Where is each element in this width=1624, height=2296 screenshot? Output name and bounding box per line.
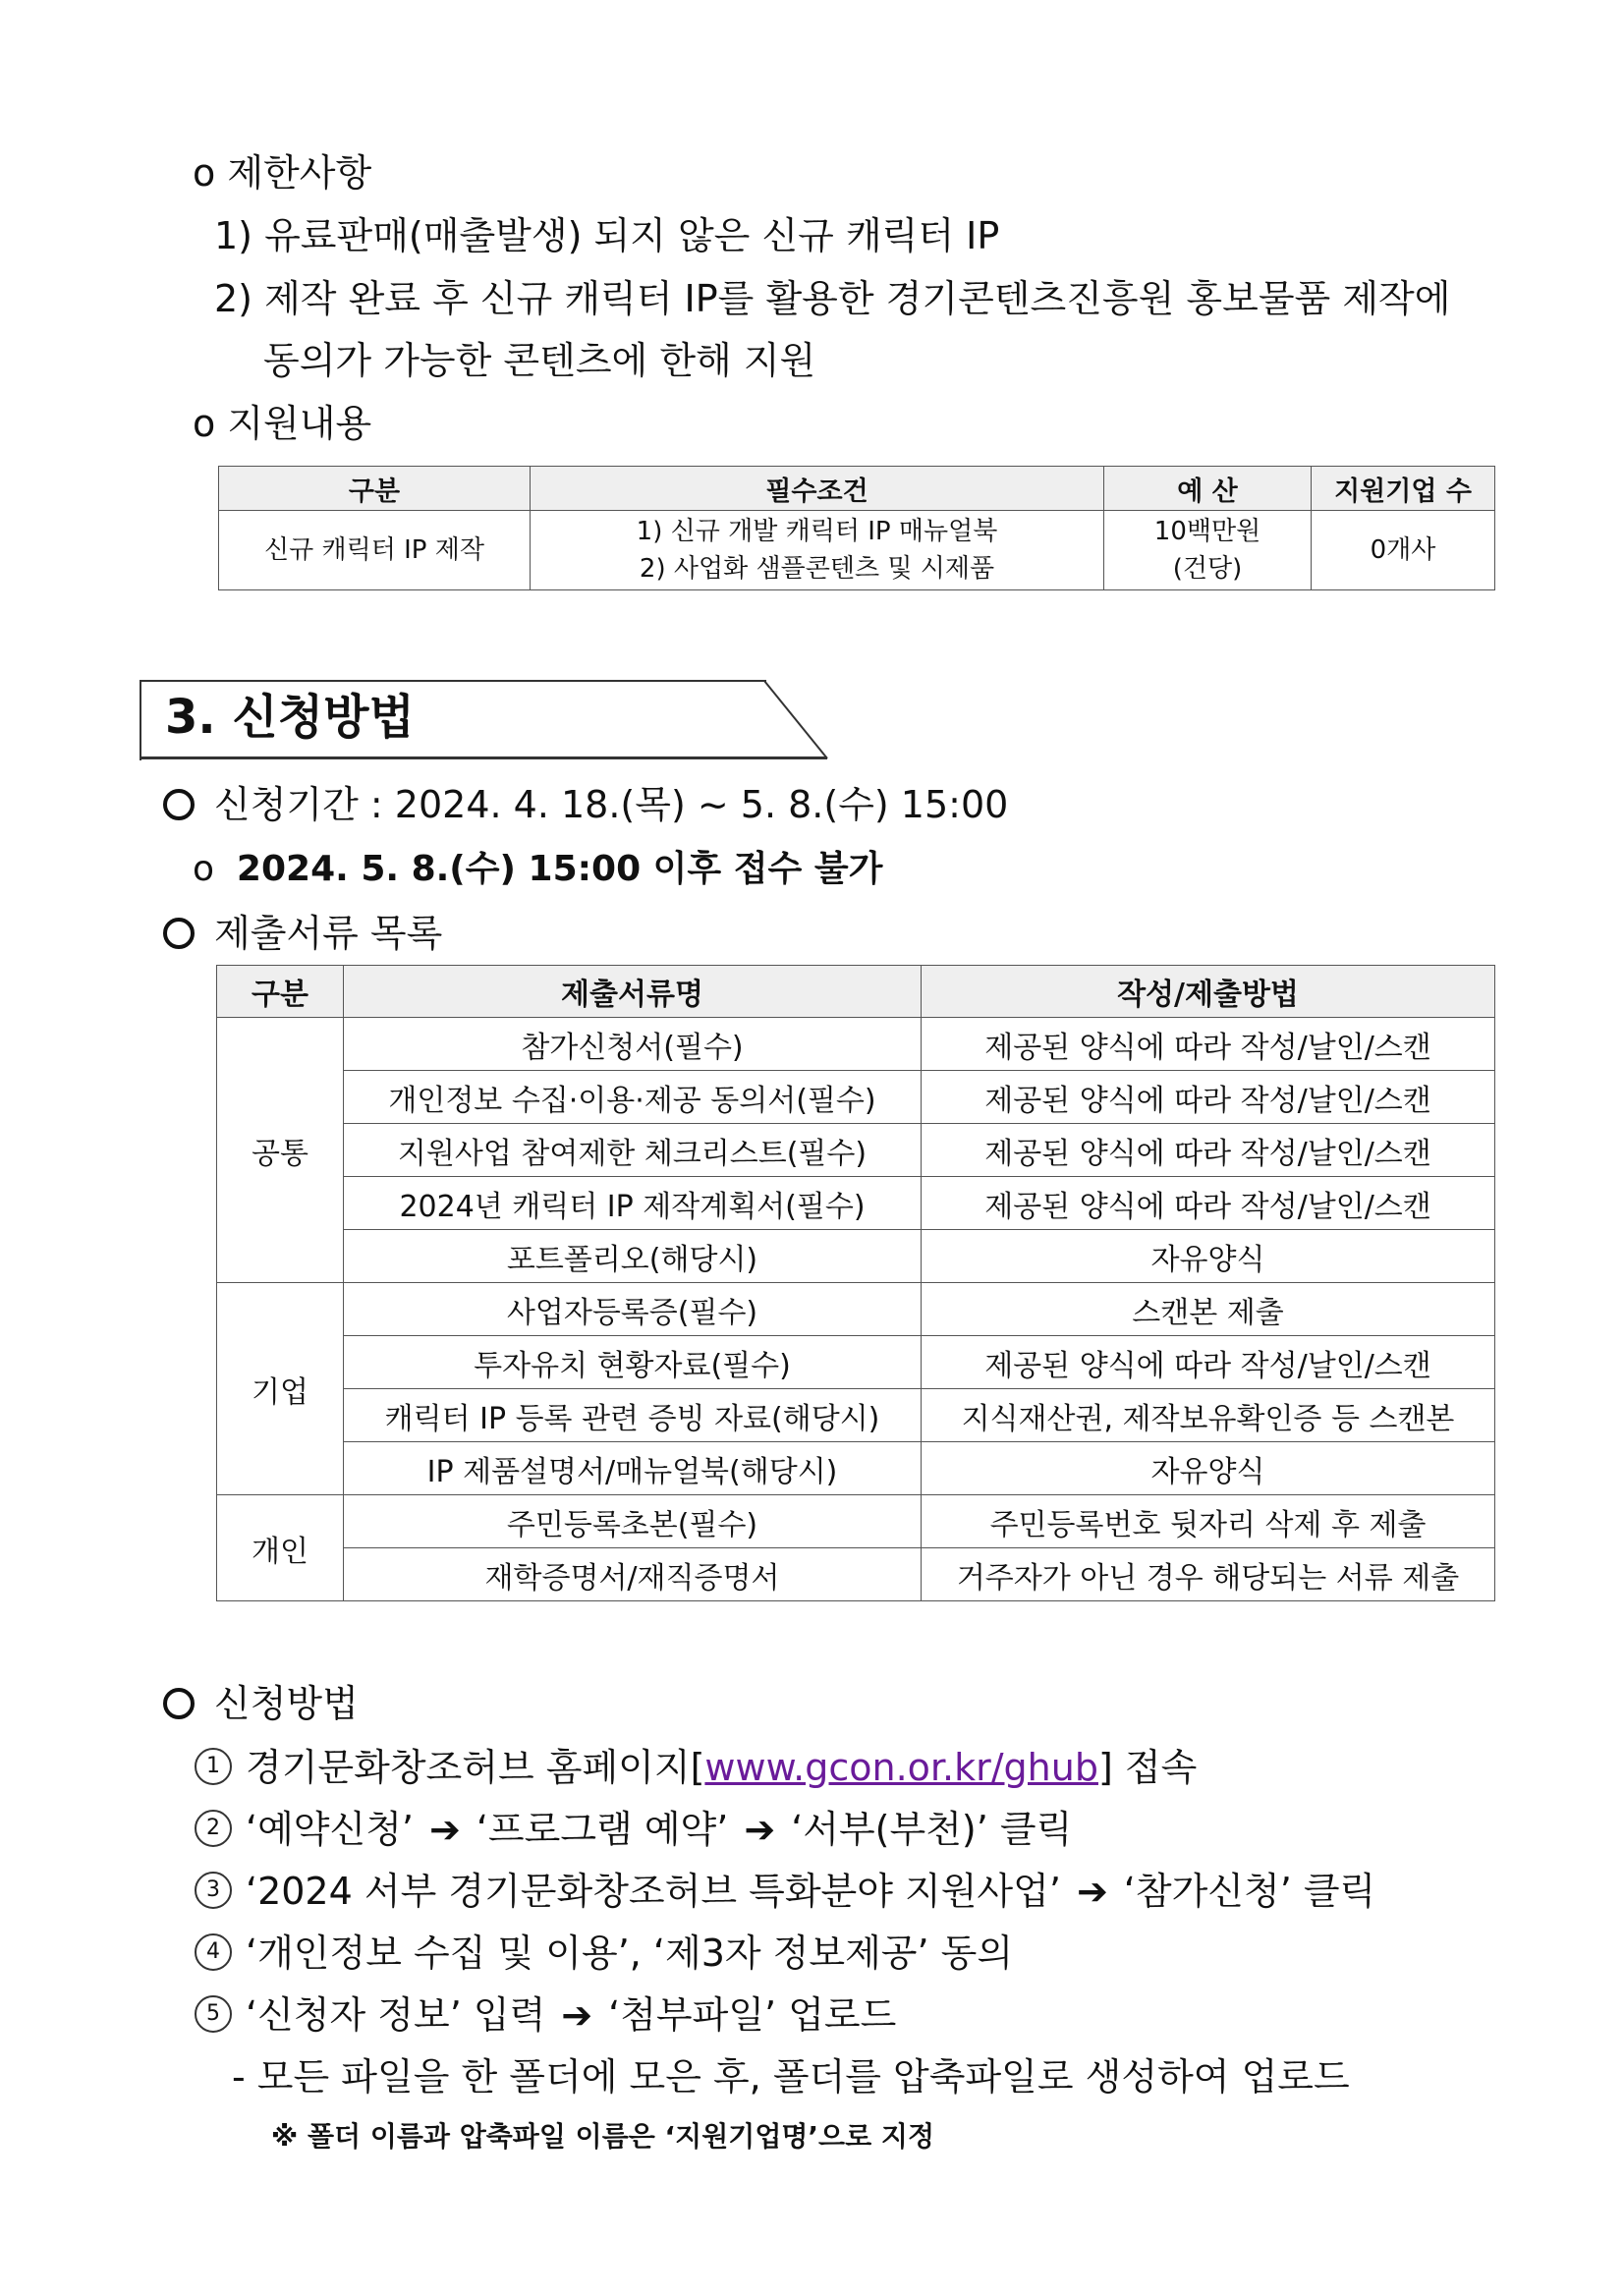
period-label: 신청기간 : 2024. 4. 18.(목) ~ 5. 8.(수) 15:00	[214, 783, 1009, 826]
table-row	[217, 1177, 1495, 1230]
doc-name: 사업자등록증(필수)	[344, 1283, 922, 1336]
table-row	[217, 1495, 1495, 1548]
group-common: 공통	[217, 1018, 344, 1283]
support-condition-cell	[531, 511, 1104, 590]
step-5-part-1: ‘신청자 정보’ 입력	[246, 1993, 546, 2037]
group-company: 기업	[217, 1283, 344, 1495]
method-sub-note: - 모든 파일을 한 폴더에 모은 후, 폴더를 압축파일로 생성하여 업로드	[232, 2055, 1350, 2099]
support-budget-cell	[1104, 511, 1312, 590]
table-row	[217, 1389, 1495, 1442]
support-budget-amount: 10백만원	[1153, 517, 1261, 546]
arrow-right-icon: ➔	[561, 1993, 593, 2037]
step-number-4: 4	[195, 1933, 232, 1971]
period-note-line	[193, 847, 882, 892]
circle-bullet-icon	[163, 918, 195, 949]
doc-method: 거주자가 아닌 경우 해당되는 서류 제출	[922, 1548, 1495, 1601]
doc-method: 스캔본 제출	[922, 1283, 1495, 1336]
step-2-part-2: ‘프로그램 예약’	[476, 1808, 729, 1851]
arrow-right-icon: ➔	[429, 1808, 461, 1851]
method-step-5	[195, 1991, 896, 2039]
step-3-part-2: ‘참가신청’ 클릭	[1123, 1870, 1376, 1913]
doc-name: 재학증명서/재직증명서	[344, 1548, 922, 1601]
section-header-corner	[762, 680, 831, 760]
support-condition-2: 2) 사업화 샘플콘텐츠 및 시제품	[639, 554, 995, 584]
restriction-item-2-cont: 동의가 가능한 콘텐츠에 한해 지원	[263, 339, 816, 382]
doc-name: 투자유치 현황자료(필수)	[344, 1336, 922, 1389]
table-row	[217, 1071, 1495, 1124]
documents-label-line	[163, 910, 442, 957]
circle-bullet-icon	[163, 789, 195, 820]
restriction-item-2: 2) 제작 완료 후 신규 캐릭터 IP를 활용한 경기콘텐츠진흥원 홍보물품 제작에	[214, 277, 1451, 320]
support-header-category: 구분	[219, 467, 531, 511]
table-row	[217, 1283, 1495, 1336]
step-number-1: 1	[195, 1748, 232, 1785]
method-step-3	[195, 1868, 1375, 1915]
step-4-text: ‘개인정보 수집 및 이용’, ‘제3자 정보제공’ 동의	[246, 1932, 1014, 1975]
step-number-3: 3	[195, 1872, 232, 1909]
section-header-underline	[140, 756, 827, 759]
restrictions-heading: o 제한사항	[193, 151, 372, 195]
doc-method: 제공된 양식에 따라 작성/날인/스캔	[922, 1336, 1495, 1389]
table-row	[217, 1230, 1495, 1283]
documents-header-group: 구분	[217, 966, 344, 1018]
doc-method: 제공된 양식에 따라 작성/날인/스캔	[922, 1177, 1495, 1230]
period-line	[163, 781, 1008, 828]
restriction-item-1: 1) 유료판매(매출발생) 되지 않은 신규 캐릭터 IP	[214, 214, 1000, 257]
arrow-right-icon: ➔	[744, 1808, 776, 1851]
support-condition-1: 1) 신규 개발 캐릭터 IP 매뉴얼북	[636, 517, 998, 546]
doc-method: 제공된 양식에 따라 작성/날인/스캔	[922, 1071, 1495, 1124]
section-title: 3. 신청방법	[165, 690, 415, 745]
doc-name: 주민등록초본(필수)	[344, 1495, 922, 1548]
doc-name: 캐릭터 IP 등록 관련 증빙 자료(해당시)	[344, 1389, 922, 1442]
method-step-2	[195, 1806, 1072, 1853]
support-category-cell: 신규 캐릭터 IP 제작	[219, 511, 531, 590]
table-row	[217, 1548, 1495, 1601]
table-row	[217, 1124, 1495, 1177]
step-number-5: 5	[195, 1995, 232, 2033]
documents-table	[216, 965, 1495, 1601]
support-table	[218, 466, 1495, 590]
doc-name: 포트폴리오(해당시)	[344, 1230, 922, 1283]
homepage-link[interactable]: www.gcon.or.kr/ghub	[704, 1746, 1098, 1789]
doc-method: 제공된 양식에 따라 작성/날인/스캔	[922, 1124, 1495, 1177]
doc-name: 개인정보 수집·이용·제공 동의서(필수)	[344, 1071, 922, 1124]
documents-label: 제출서류 목록	[214, 912, 443, 955]
method-label-line	[163, 1680, 359, 1727]
doc-method: 자유양식	[922, 1230, 1495, 1283]
doc-name: IP 제품설명서/매뉴얼북(해당시)	[344, 1442, 922, 1495]
period-note: 2024. 5. 8.(수) 15:00 이후 접수 불가	[236, 849, 883, 889]
table-row	[217, 1018, 1495, 1071]
doc-method: 제공된 양식에 따라 작성/날인/스캔	[922, 1018, 1495, 1071]
step-5-part-2: ‘첨부파일’ 업로드	[608, 1993, 897, 2037]
step-2-part-3: ‘서부(부천)’ 클릭	[791, 1808, 1073, 1851]
support-count-cell: 0개사	[1312, 511, 1495, 590]
support-budget-unit: (건당)	[1172, 554, 1243, 584]
method-label: 신청방법	[214, 1682, 359, 1725]
method-step-4	[195, 1930, 1013, 1977]
doc-method: 지식재산권, 제작보유확인증 등 스캔본	[922, 1389, 1495, 1442]
doc-name: 참가신청서(필수)	[344, 1018, 922, 1071]
table-row	[217, 1442, 1495, 1495]
circle-bullet-icon	[163, 1688, 195, 1719]
step-1-suffix: ] 접속	[1097, 1746, 1198, 1789]
table-row	[217, 1336, 1495, 1389]
doc-method: 자유양식	[922, 1442, 1495, 1495]
doc-method: 주민등록번호 뒷자리 삭제 후 제출	[922, 1495, 1495, 1548]
support-header-count: 지원기업 수	[1312, 467, 1495, 511]
documents-header-name: 제출서류명	[344, 966, 922, 1018]
method-step-1	[195, 1744, 1197, 1791]
arrow-right-icon: ➔	[1076, 1870, 1108, 1913]
step-1-text: 경기문화창조허브 홈페이지[	[246, 1746, 705, 1789]
step-3-part-1: ‘2024 서부 경기문화창조허브 특화분야 지원사업’	[246, 1870, 1061, 1913]
support-heading: o 지원내용	[193, 402, 372, 445]
support-header-budget: 예 산	[1104, 467, 1312, 511]
method-notice: ※ 폴더 이름과 압축파일 이름은 ‘지원기업명’으로 지정	[271, 2120, 934, 2153]
documents-header-method: 작성/제출방법	[922, 966, 1495, 1018]
doc-name: 2024년 캐릭터 IP 제작계획서(필수)	[344, 1177, 922, 1230]
period-note-prefix: o	[193, 849, 215, 889]
step-2-part-1: ‘예약신청’	[246, 1808, 414, 1851]
support-header-condition: 필수조건	[531, 467, 1104, 511]
doc-name: 지원사업 참여제한 체크리스트(필수)	[344, 1124, 922, 1177]
step-number-2: 2	[195, 1810, 232, 1847]
group-individual: 개인	[217, 1495, 344, 1601]
